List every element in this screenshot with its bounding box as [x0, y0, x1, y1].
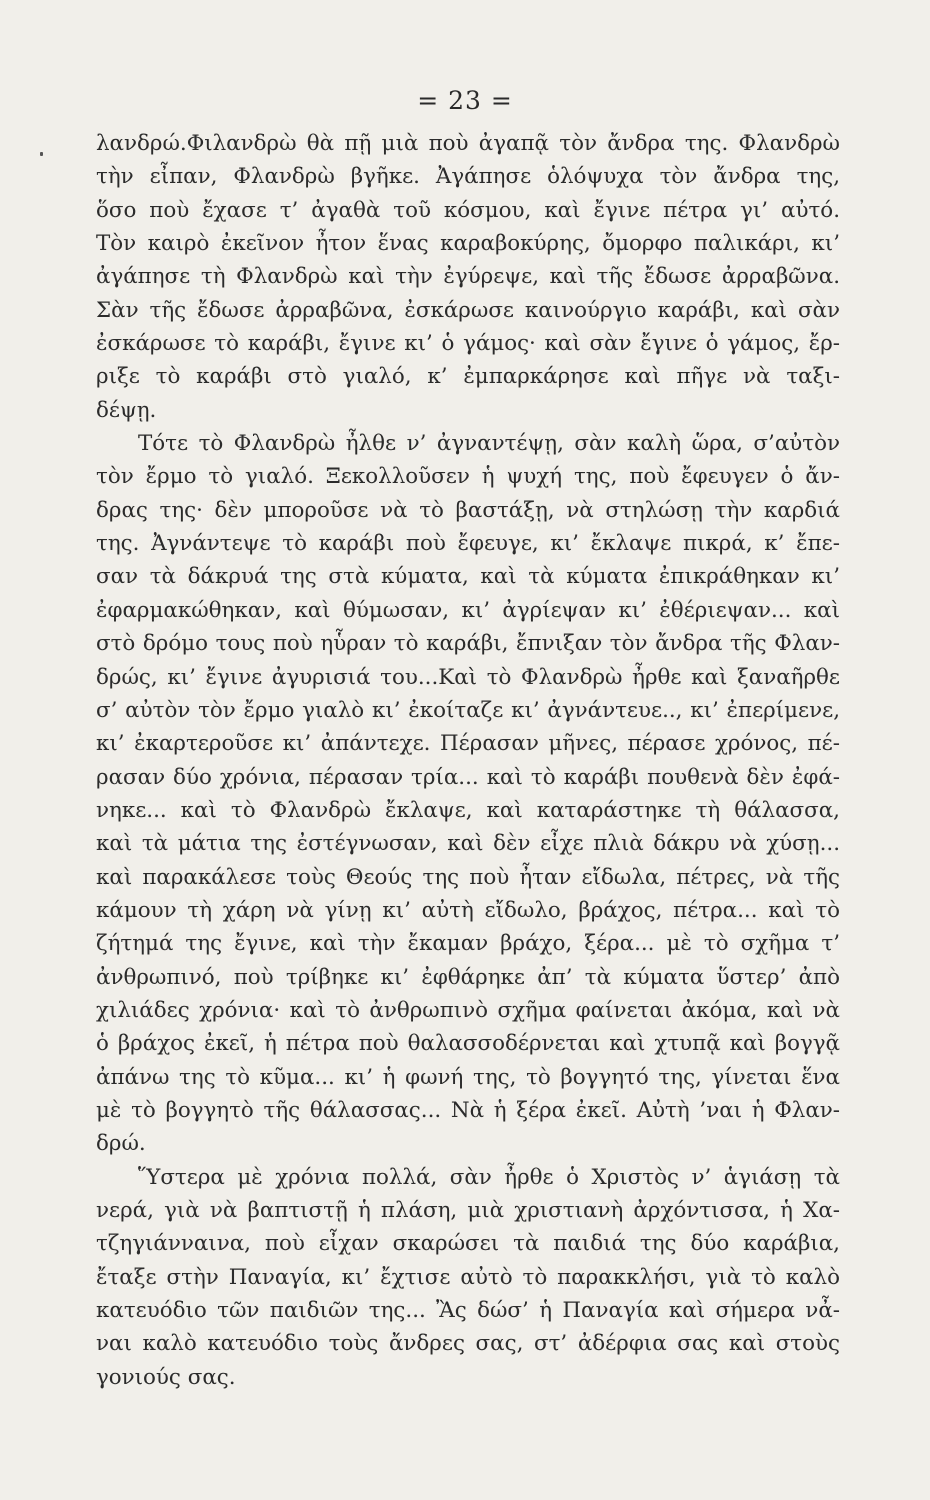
text-line: ριξε τὸ καράβι στὸ γιαλό, κ’ ἐμπαρκάρησε καὶ πῆγε νὰ ταξι- [96, 364, 840, 390]
text-line: σαν τὰ δάκρυά της στὰ κύματα, καὶ τὰ κύματα ἐπικράθηκαν κι’ [96, 564, 840, 590]
text-line: Σὰν τῆς ἔδωσε ἀρραβῶνα, ἐσκάρωσε καινούργιο καράβι, καὶ σὰν [96, 297, 840, 323]
text-line: ἀγάπησε τὴ Φλανδρὼ καὶ τὴν ἐγύρεψε, καὶ τῆς ἔδωσε ἀρραβῶνα. [96, 264, 840, 290]
text-line: γονιούς σας. [96, 1364, 236, 1390]
text-line: ἀπάνω της τὸ κῦμα... κι’ ἡ φωνή της, τὸ βογγητό της, γίνεται ἕνα [96, 1064, 840, 1090]
page-number: = 23 = [417, 86, 513, 115]
text-line: τὸν ἔρμο τὸ γιαλό. Ξεκολλοῦσεν ἡ ψυχή της, ποὺ ἔφευγεν ὁ ἄν- [96, 464, 840, 490]
text-line: δρώ. [96, 1131, 146, 1157]
text-line: ζήτημά της ἔγινε, καὶ τὴν ἔκαμαν βράχο, ξέρα... μὲ τὸ σχῆμα τ’ [96, 931, 840, 957]
text-line: ρασαν δύο χρόνια, πέρασαν τρία... καὶ τὸ καράβι πουθενὰ δὲν ἐφά- [96, 764, 840, 790]
text-line: ὅσο ποὺ ἔχασε τ’ ἀγαθὰ τοῦ κόσμου, καὶ ἔγινε πέτρα γι’ αὐτό. [96, 197, 840, 223]
text-line: Ὕστερα μὲ χρόνια πολλά, σὰν ἦρθε ὁ Χριστὸς ν’ ἁγιάσῃ τὰ [138, 1164, 840, 1190]
text-line: μὲ τὸ βογγητὸ τῆς θάλασσας... Νὰ ἡ ξέρα ἐκεῖ. Αὐτὴ ’ναι ἡ Φλαν- [96, 1097, 840, 1123]
text-line: Τότε τὸ Φλανδρὼ ἦλθε ν’ ἀγναντέψῃ, σὰν καλὴ ὥρα, σ’αὐτὸν [138, 431, 840, 457]
text-line: κατευόδιο τῶν παιδιῶν της... Ἂς δώσ’ ἡ Παναγία καὶ σήμερα νἆ- [96, 1298, 840, 1324]
text-line: σ’ αὐτὸν τὸν ἔρμο γιαλὸ κι’ ἐκοίταζε κι’ ἀγνάντευε.., κι’ ἐπερίμενε, [96, 697, 840, 723]
text-line: ἐσκάρωσε τὸ καράβι, ἔγινε κι’ ὁ γάμος· καὶ σὰν ἔγινε ὁ γάμος, ἔρ- [96, 331, 840, 357]
body-text [96, 127, 840, 1394]
text-line: Τὸν καιρὸ ἐκεῖνον ἦτον ἕνας καραβοκύρης, ὄμορφο παλικάρι, κι’ [96, 231, 840, 257]
text-line: δέψῃ. [96, 397, 157, 423]
text-line: τὴν εἶπαν, Φλανδρὼ βγῆκε. Ἀγάπησε ὁλόψυχα τὸν ἄνδρα της, [96, 164, 840, 190]
text-line: κάμουν τὴ χάρη νὰ γίνῃ κι’ αὐτὴ εἴδωλο, βράχος, πέτρα... καὶ τὸ [96, 897, 840, 923]
margin-mark [40, 152, 43, 156]
text-line: δρας της· δὲν μποροῦσε νὰ τὸ βαστάξῃ, νὰ στηλώσῃ τὴν καρδιά [96, 497, 840, 523]
text-line: νερά, γιὰ νὰ βαπτιστῇ ἡ πλάση, μιὰ χριστιανὴ ἀρχόντισσα, ἡ Χα- [96, 1198, 840, 1223]
text-line: ἀνθρωπινό, ποὺ τρίβηκε κι’ ἐφθάρηκε ἀπ’ τὰ κύματα ὕστερ’ ἀπὸ [96, 964, 840, 990]
text-line: ἔταξε στὴν Παναγία, κι’ ἔχτισε αὐτὸ τὸ παρακκλήσι, γιὰ τὸ καλὸ [96, 1264, 840, 1290]
text-line: στὸ δρόμο τους ποὺ ηὗραν τὸ καράβι, ἔπνιξαν τὸν ἄνδρα τῆς Φλαν- [96, 631, 840, 657]
text-line: λανδρώ.Φιλανδρὼ θὰ πῇ μιὰ ποὺ ἀγαπᾷ τὸν ἄνδρα της. Φλανδρὼ [96, 131, 840, 156]
text-line: ναι καλὸ κατευόδιο τοὺς ἄνδρες σας, στ’ ἀδέρφια σας καὶ στοὺς [96, 1331, 840, 1357]
text-line: χιλιάδες χρόνια· καὶ τὸ ἀνθρωπινὸ σχῆμα φαίνεται ἀκόμα, καὶ νὰ [96, 997, 840, 1023]
text-line: της. Ἀγνάντεψε τὸ καράβι ποὺ ἔφευγε, κι’ ἔκλαψε πικρά, κ’ ἔπε- [96, 531, 840, 557]
text-line: ἐφαρμακώθηκαν, καὶ θύμωσαν, κι’ ἀγρίεψαν κι’ ἐθέριεψαν... καὶ [96, 597, 840, 623]
text-line: κι’ ἐκαρτεροῦσε κι’ ἀπάντεχε. Πέρασαν μῆνες, πέρασε χρόνος, πέ- [96, 731, 840, 757]
text-line: νηκε... καὶ τὸ Φλανδρὼ ἔκλαψε, καὶ καταράστηκε τὴ θάλασσα, [96, 797, 840, 823]
text-line: καὶ τὰ μάτια της ἐστέγνωσαν, καὶ δὲν εἶχε πλιὰ δάκρυ νὰ χύσῃ... [96, 831, 840, 857]
text-line: ὁ βράχος ἐκεῖ, ἡ πέτρα ποὺ θαλασσοδέρνεται καὶ χτυπᾷ καὶ βογγᾷ [96, 1031, 840, 1057]
text-line: δρώς, κι’ ἔγινε ἀγυρισιά του...Καὶ τὸ Φλανδρὼ ἦρθε καὶ ξαναῆρθε [96, 664, 840, 690]
text-line: τζηγιάνναινα, ποὺ εἶχαν σκαρώσει τὰ παιδιά της δύο καράβια, [96, 1231, 840, 1257]
text-line: καὶ παρακάλεσε τοὺς Θεούς της ποὺ ἦταν εἴδωλα, πέτρες, νὰ τῆς [96, 864, 840, 890]
